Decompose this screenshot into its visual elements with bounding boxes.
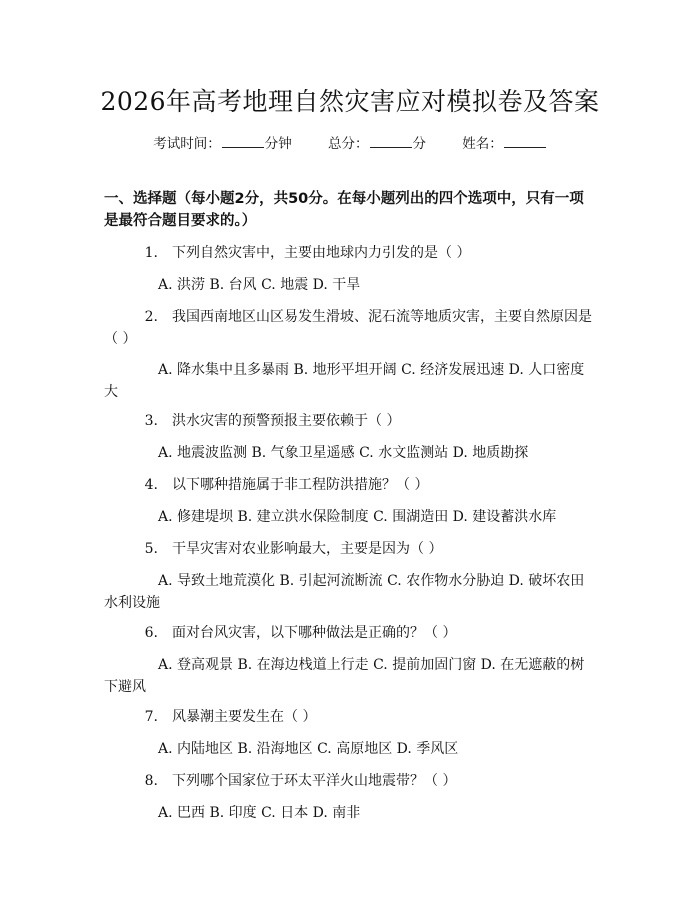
total-score-unit: 分 (412, 136, 426, 152)
question-stem: 下列哪个国家位于环太平洋火山地震带？（ ） (172, 773, 457, 789)
question-number: 2. (144, 309, 158, 325)
student-name-blank (504, 136, 546, 148)
question (104, 474, 598, 496)
question-stem: 干旱灾害对农业影响最大，主要是因为（ ） (172, 541, 443, 557)
question-number: 5. (144, 541, 158, 557)
question-number: 6. (144, 625, 158, 641)
question-options: A. 洪涝 B. 台风 C. 地震 D. 干旱 (158, 277, 361, 293)
student-name (462, 132, 547, 152)
question (104, 622, 598, 644)
section-heading: 一、选择题（每小题2分，共50分。在每小题列出的四个选项中，只有一项是最符合题目要求的。） (104, 191, 584, 229)
question-number: 8. (144, 773, 158, 789)
exam-meta (0, 132, 700, 152)
question-options: A. 导致土地荒漠化 B. 引起河流断流 C. 农作物水分胁迫 D. 破坏农田水利设施 (104, 573, 585, 611)
page-title: 2026年高考地理自然灾害应对模拟卷及答案 (100, 87, 600, 116)
exam-time-label: 考试时间： (153, 136, 221, 152)
question-stem: 下列自然灾害中，主要由地球内力引发的是（ ） (172, 245, 471, 261)
question-stem: 风暴潮主要发生在（ ） (172, 709, 317, 725)
question-stem: 以下哪种措施属于非工程防洪措施？（ ） (172, 477, 429, 493)
question-number: 3. (144, 413, 158, 429)
question-options: A. 地震波监测 B. 气象卫星遥感 C. 水文监测站 D. 地质勘探 (158, 445, 529, 461)
question-options: A. 降水集中且多暴雨 B. 地形平坦开阔 C. 经济发展迅速 D. 人口密度大 (104, 362, 585, 400)
question-options: A. 内陆地区 B. 沿海地区 C. 高原地区 D. 季风区 (158, 741, 459, 757)
question-stem: 面对台风灾害，以下哪种做法是正确的？（ ） (172, 625, 457, 641)
question-options: A. 巴西 B. 印度 C. 日本 D. 南非 (158, 805, 361, 821)
total-score (328, 132, 426, 152)
question (104, 242, 598, 264)
question-options: A. 修建堤坝 B. 建立洪水保险制度 C. 围湖造田 D. 建设蓄洪水库 (158, 509, 557, 525)
student-name-label: 姓名： (462, 136, 503, 152)
question-stem: 洪水灾害的预警预报主要依赖于（ ） (172, 413, 401, 429)
question (104, 538, 598, 560)
exam-time-blank (222, 136, 264, 148)
total-score-blank (370, 136, 412, 148)
question (104, 410, 598, 432)
exam-time-unit: 分钟 (264, 136, 292, 152)
question (104, 706, 598, 728)
question-stem: 我国西南地区山区易发生滑坡、泥石流等地质灾害，主要自然原因是（ ） (104, 309, 592, 347)
question (104, 306, 598, 350)
question-number: 4. (144, 477, 158, 493)
question-number: 1. (144, 245, 158, 261)
question (104, 770, 598, 792)
exam-time (153, 132, 292, 152)
total-score-label: 总分： (328, 136, 369, 152)
question-options: A. 登高观景 B. 在海边栈道上行走 C. 提前加固门窗 D. 在无遮蔽的树下避风 (104, 657, 585, 695)
question-number: 7. (144, 709, 158, 725)
